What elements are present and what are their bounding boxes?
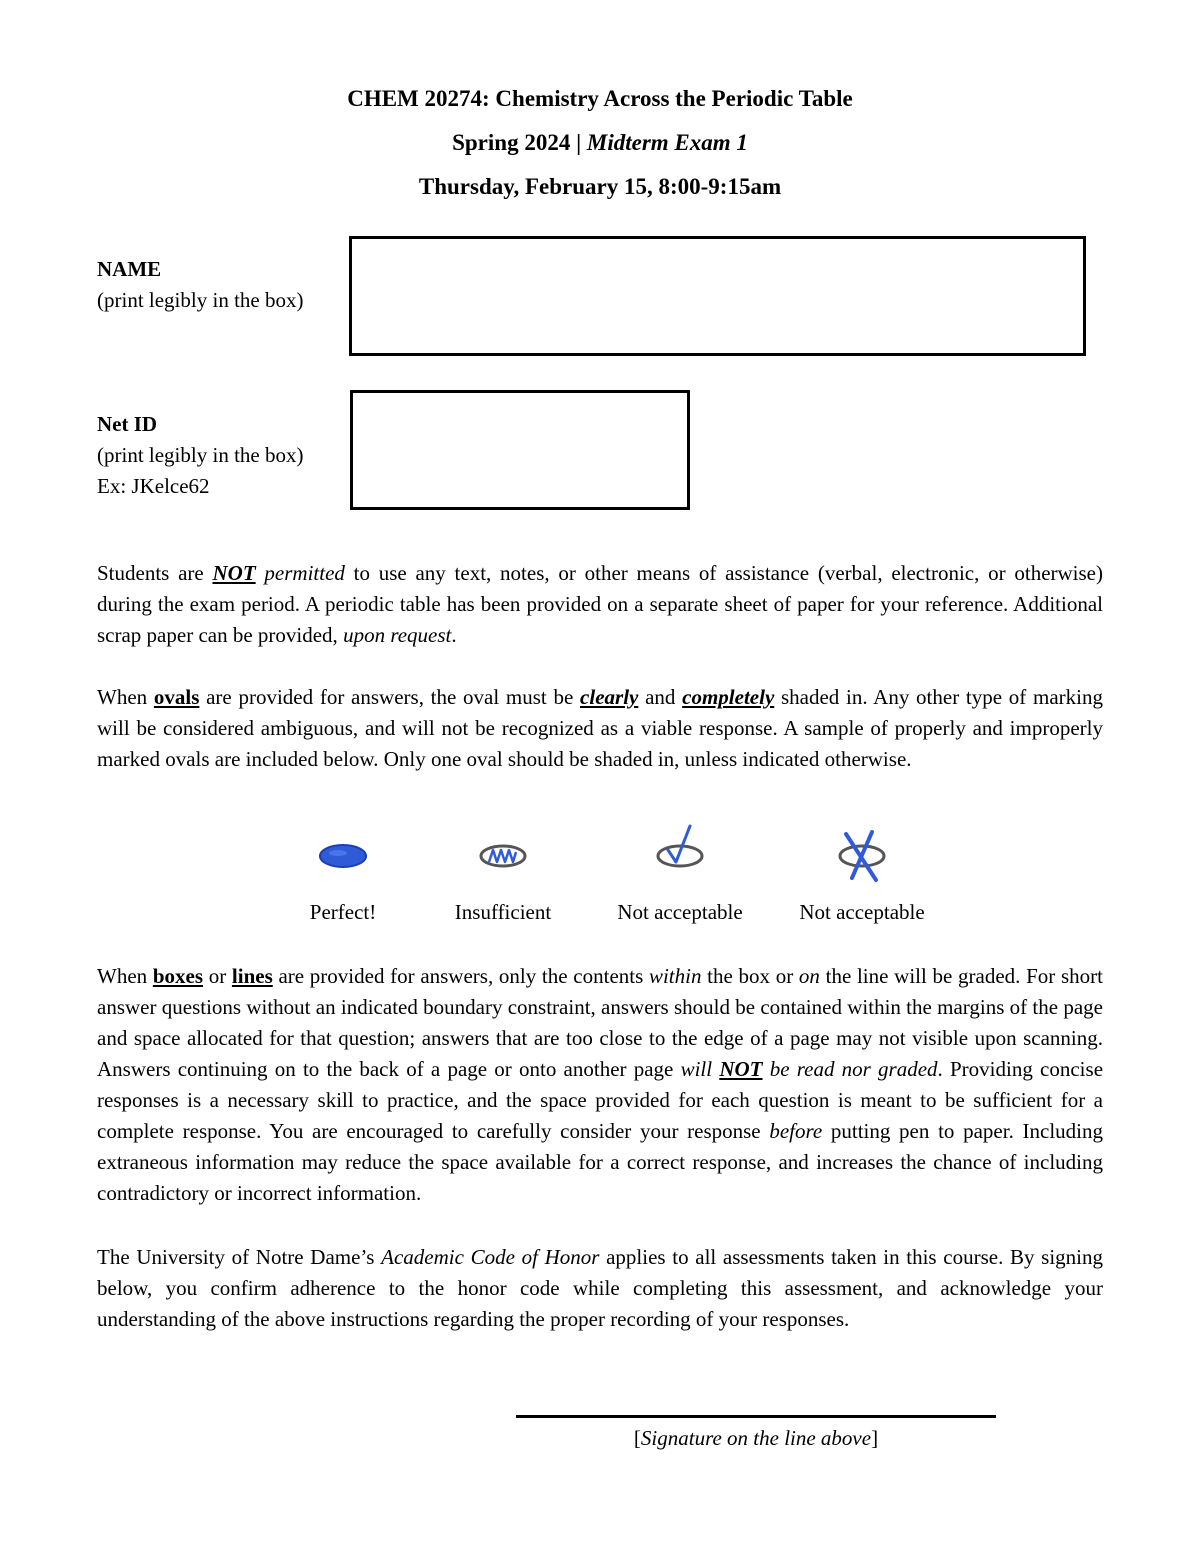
- emphasis-completely: completely: [682, 685, 775, 709]
- instructions-boxes-lines: [97, 961, 1103, 1209]
- text-run: When: [97, 964, 153, 988]
- scribbled-oval-icon: [453, 818, 553, 894]
- name-label-hint: (print legibly in the box): [97, 288, 304, 312]
- signature-caption: [516, 1426, 996, 1451]
- text-run: applies to all assessments taken in this course. By signing below, you confirm adherence to the honor code while completing this assessment, and acknowledge your understanding of the above instructions regarding the proper recording of your responses.: [97, 1245, 1104, 1331]
- emphasis-upon-request: upon request: [343, 623, 452, 647]
- bracket-open: [: [633, 1426, 641, 1450]
- caption-insufficient: Insufficient: [454, 900, 552, 924]
- instructions-ovals: [97, 682, 1103, 775]
- term-text: Spring 2024 |: [452, 130, 587, 155]
- text-run: and: [638, 685, 683, 709]
- instructions-assistance: [97, 558, 1103, 651]
- emphasis-will: will: [680, 1057, 713, 1081]
- text-run: the box or: [701, 964, 799, 988]
- emphasis-not: NOT: [719, 1057, 763, 1081]
- oval-example-insufficient: [453, 818, 553, 924]
- oval-example-checkmark: [617, 818, 743, 924]
- netid-field-label: [97, 409, 303, 502]
- emphasis-before: before: [769, 1119, 823, 1143]
- netid-input-box[interactable]: [350, 390, 690, 510]
- name-label-title: NAME: [97, 257, 162, 281]
- crossed-oval-icon: [812, 818, 912, 894]
- emphasis-clearly: clearly: [580, 685, 639, 709]
- caption-not-acceptable-1: Not acceptable: [617, 900, 743, 924]
- netid-label-title: Net ID: [97, 412, 158, 436]
- checkmark-oval-icon: [630, 818, 730, 894]
- text-run: Students are: [97, 561, 213, 585]
- text-run: . Providing concise responses is a necessary skill to practice, and the space provided for each question is meant to be sufficient for a complete response. You are encouraged to carefully consider your response: [97, 1057, 1104, 1143]
- text-run: shaded in. Any other type of marking will be considered ambiguous, and will not be recognized as a viable response. A sample of properly and improperly marked ovals are included below. Only one oval should be shaded in, unless indicated otherwise.: [97, 685, 1104, 771]
- oval-example-cross: [799, 818, 925, 924]
- emphasis-honor-code: Academic Code of Honor: [381, 1245, 600, 1269]
- filled-oval-icon: [293, 818, 393, 894]
- emphasis-lines: lines: [231, 964, 273, 988]
- text-run: are provided for answers, only the contents: [272, 964, 649, 988]
- netid-label-hint: (print legibly in the box): [97, 443, 304, 467]
- course-title: CHEM 20274: Chemistry Across the Periodic Table: [347, 86, 853, 111]
- netid-label-example: Ex: JKelce62: [97, 474, 210, 498]
- honor-code-statement: [97, 1242, 1103, 1335]
- emphasis-permitted: permitted: [255, 561, 345, 585]
- bracket-close: ]: [871, 1426, 879, 1450]
- emphasis-not: NOT: [212, 561, 256, 585]
- text-run: or: [203, 964, 232, 988]
- text-run: The University of Notre Dame’s: [97, 1245, 382, 1269]
- name-input-box[interactable]: [349, 236, 1086, 356]
- exam-term: [0, 130, 1200, 156]
- oval-example-perfect: [293, 818, 393, 924]
- text-run: When: [97, 685, 154, 709]
- text-run: the line will be graded. For short answer questions without an indicated boundary constraint, answers should be contained within the margins of the page and space allocated for that question; answers that are too close to the edge of a page may not visible upon scanning. Answers continuing on to the back of a page or onto another page: [97, 964, 1103, 1081]
- text-run: to use any text, notes, or other means of assistance (verbal, electronic, or otherwise) during the exam period. A periodic table has been provided on a separate sheet of paper for your reference. Additional scrap paper can be provided,: [97, 561, 1103, 647]
- exam-name: Midterm Exam 1: [586, 130, 748, 155]
- name-field-label: [97, 254, 303, 316]
- emphasis-not-graded: be read nor graded: [762, 1057, 938, 1081]
- caption-perfect: Perfect!: [309, 900, 377, 924]
- emphasis-on: on: [798, 964, 820, 988]
- emphasis-ovals: ovals: [153, 685, 200, 709]
- signature-line[interactable]: [516, 1415, 996, 1418]
- text-run: .: [451, 623, 457, 647]
- oval-examples: [0, 818, 1200, 938]
- emphasis-within: within: [648, 964, 702, 988]
- emphasis-boxes: boxes: [152, 964, 204, 988]
- signature-caption-text: Signature on the line above: [640, 1426, 872, 1450]
- text-run: putting pen to paper. Including extraneous information may reduce the space available for a correct response, and increases the chance of including contradictory or incorrect information.: [97, 1119, 1103, 1205]
- exam-datetime: Thursday, February 15, 8:00-9:15am: [418, 174, 782, 199]
- text-run: are provided for answers, the oval must be: [199, 685, 581, 709]
- caption-not-acceptable-2: Not acceptable: [799, 900, 925, 924]
